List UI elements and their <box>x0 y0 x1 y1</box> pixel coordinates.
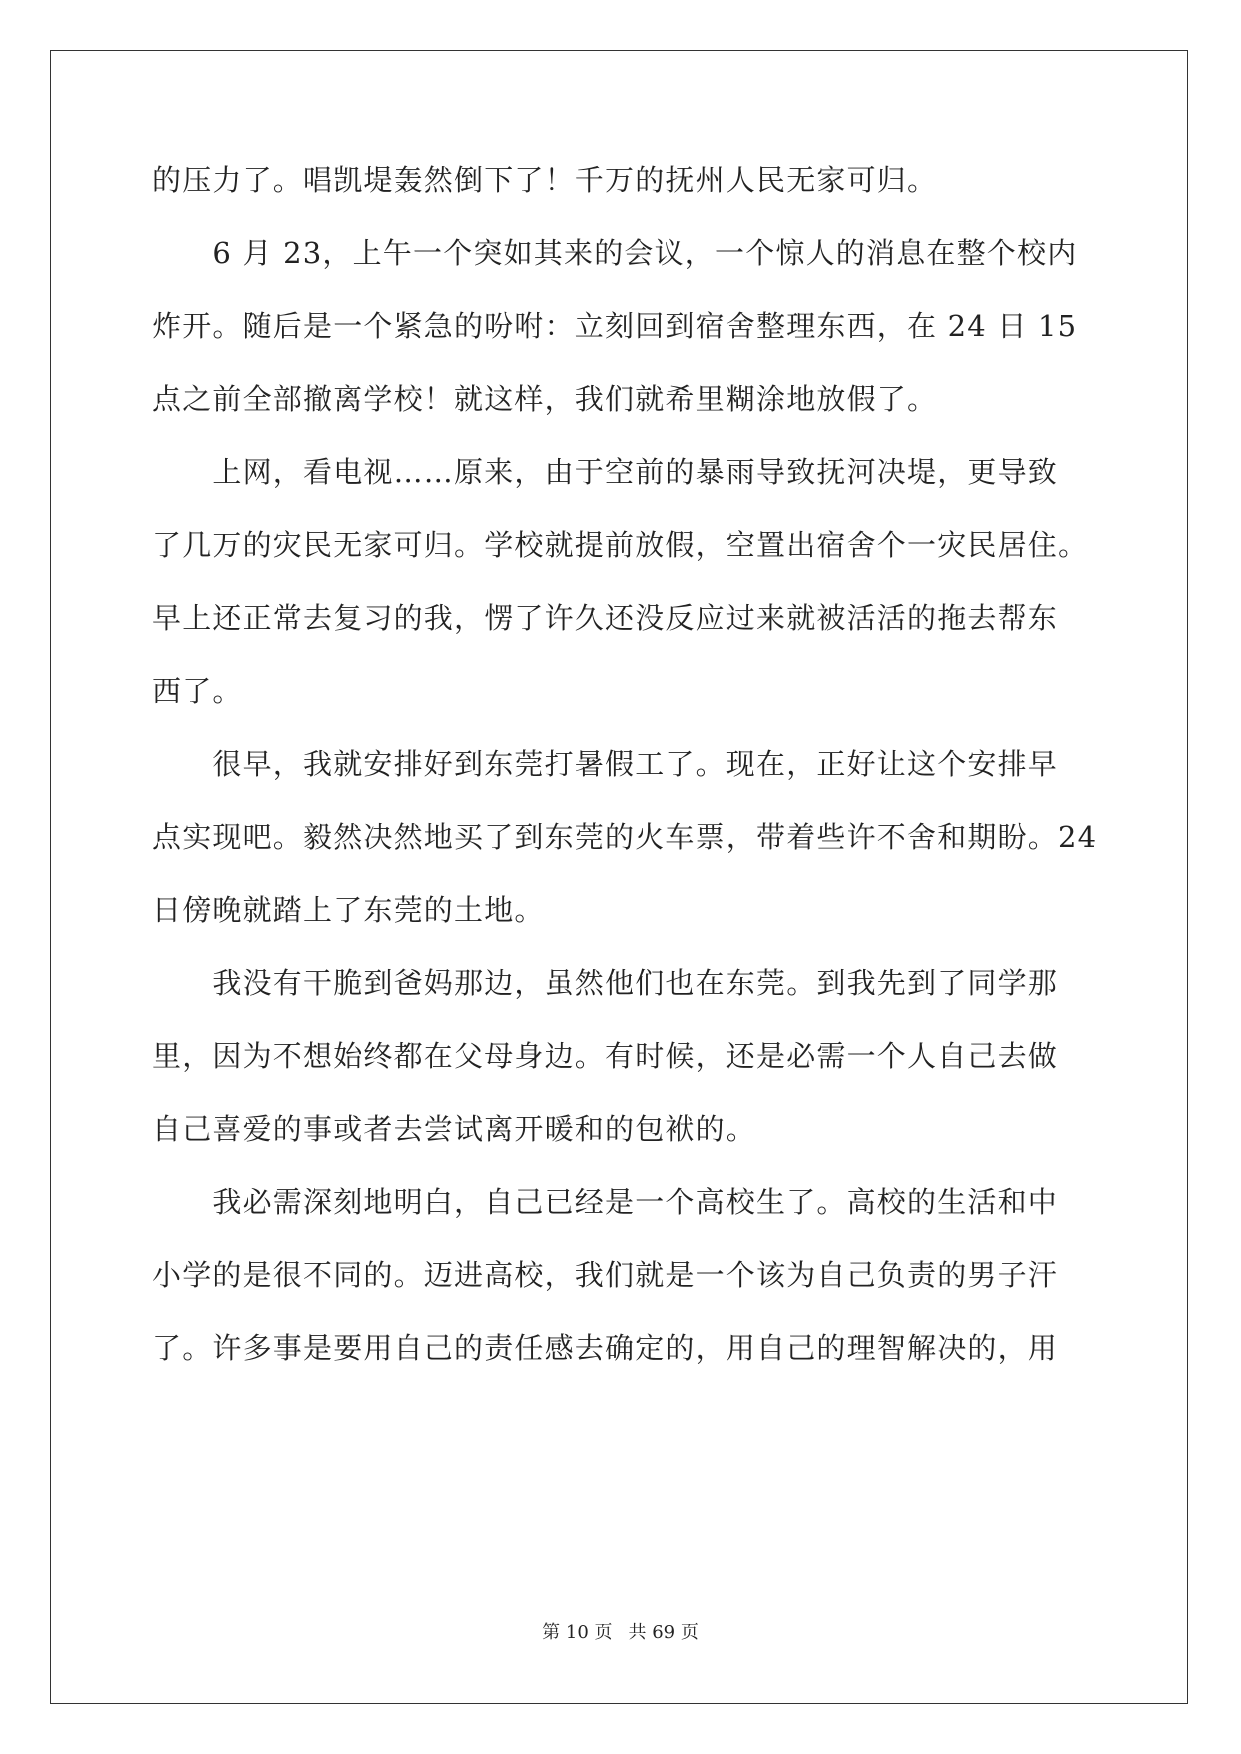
page-total: 共 69 页 <box>628 1622 699 1643</box>
text-line-4: 点之前全部撤离学校！就这样，我们就希里糊涂地放假了。 <box>152 382 938 416</box>
text-line-2: 6 月 23，上午一个突如其来的会议，一个惊人的消息在整个校内 <box>152 236 1078 270</box>
page-border <box>50 50 1188 1704</box>
text-line-10: 点实现吧。毅然决然地买了到东莞的火车票，带着些许不舍和期盼。24 <box>152 820 1098 854</box>
text-line-11: 日傍晚就踏上了东莞的土地。 <box>152 893 545 927</box>
text-line-3: 炸开。随后是一个紧急的吩咐：立刻回到宿舍整理东西，在 24 日 15 <box>152 309 1078 343</box>
text-line-7: 早上还正常去复习的我，愣了许久还没反应过来就被活活的拖去帮东 <box>152 601 1059 635</box>
text-line-14: 自己喜爱的事或者去尝试离开暖和的包袱的。 <box>152 1112 757 1146</box>
text-line-6: 了几万的灾民无家可归。学校就提前放假，空置出宿舍个一灾民居住。 <box>152 528 1089 562</box>
text-line-13: 里，因为不想始终都在父母身边。有时候，还是必需一个人自己去做 <box>152 1039 1059 1073</box>
page-number: 第 10 页 <box>542 1622 613 1643</box>
text-line-16: 小学的是很不同的。迈进高校，我们就是一个该为自己负责的男子汗 <box>152 1258 1059 1292</box>
text-line-15: 我必需深刻地明白，自己已经是一个高校生了。高校的生活和中 <box>152 1185 1059 1219</box>
text-line-5: 上网，看电视……原来，由于空前的暴雨导致抚河决堤，更导致 <box>152 455 1059 489</box>
text-line-12: 我没有干脆到爸妈那边，虽然他们也在东莞。到我先到了同学那 <box>152 966 1059 1000</box>
text-line-1: 的压力了。唱凯堤轰然倒下了！千万的抚州人民无家可归。 <box>152 163 938 197</box>
text-line-9: 很早，我就安排好到东莞打暑假工了。现在，正好让这个安排早 <box>152 747 1059 781</box>
page-footer <box>0 1618 1241 1644</box>
text-line-8: 西了。 <box>152 674 243 708</box>
text-line-17: 了。许多事是要用自己的责任感去确定的，用自己的理智解决的，用 <box>152 1331 1059 1365</box>
